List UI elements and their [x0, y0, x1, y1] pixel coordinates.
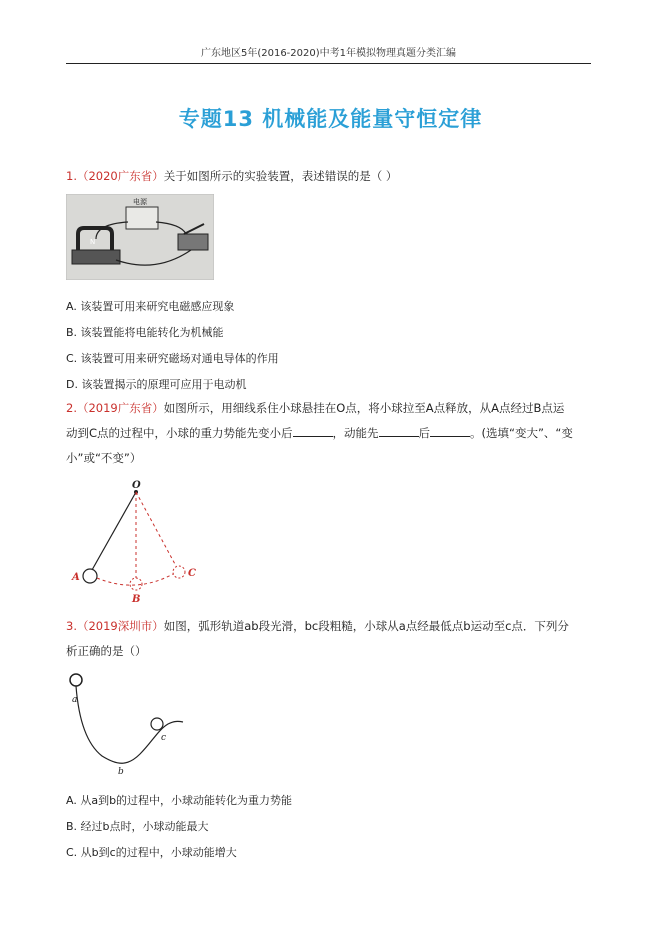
question-1 [66, 164, 596, 189]
q1-option-a: A. 该装置可用来研究电磁感应现象 [66, 300, 235, 313]
answer-blank[interactable] [293, 424, 333, 437]
question-3 [66, 614, 596, 664]
q1-option-d: D. 该装置揭示的原理可应用于电动机 [66, 378, 247, 391]
label-c: C [188, 568, 196, 579]
answer-blank[interactable] [430, 424, 470, 437]
question-number: 1.（2020广东省） [66, 169, 164, 183]
label-b: b [118, 767, 124, 777]
q3-option-c: C. 从b到c的过程中，小球动能增大 [66, 846, 237, 859]
label-a: A [72, 572, 80, 583]
question-text-line2: 动到C点的过程中，小球的重力势能先变小后 [66, 426, 293, 440]
question-text: 关于如图所示的实验装置，表述错误的是（ ） [163, 169, 398, 183]
pendulum-figure [66, 478, 206, 606]
label-c: c [161, 733, 167, 743]
label-a: a [72, 695, 78, 705]
page-header: 广东地区5年(2016-2020)中考1年模拟物理真题分类汇编 [66, 44, 591, 64]
question-text-line1: 如图，弧形轨道ab段光滑，bc段粗糙，小球从a点经最低点b运动至c点．下列分 [163, 619, 569, 633]
question-number: 3.（2019深圳市） [66, 619, 164, 633]
question-text-line3: 小”或“不变”） [66, 451, 142, 465]
q3-option-a: A. 从a到b的过程中，小球动能转化为重力势能 [66, 794, 293, 807]
curved-track-figure [66, 672, 190, 780]
page-title: 专题13 机械能及能量守恒定律 [178, 107, 483, 131]
question-2 [66, 396, 596, 471]
q1-option-b: B. 该装置能将电能转化为机械能 [66, 326, 224, 339]
label-o: O [132, 480, 141, 491]
question-number: 2.（2019广东省） [66, 401, 164, 415]
question-text-line2: 析正确的是（） [66, 644, 147, 658]
question-text-line1: 如图所示，用细线系住小球悬挂在O点，将小球拉至A点释放，从A点经过B点运 [163, 401, 565, 415]
answer-blank[interactable] [379, 424, 419, 437]
q1-option-c: C. 该装置可用来研究磁场对通电导体的作用 [66, 352, 279, 365]
question-text-segment: 后 [418, 426, 431, 440]
label-b: B [132, 594, 141, 605]
q3-option-b: B. 经过b点时，小球动能最大 [66, 820, 209, 833]
experiment-apparatus-figure [66, 194, 214, 280]
question-text-segment: ，动能先 [332, 426, 379, 440]
power-label: 电源 [133, 198, 147, 206]
svg-text:N: N [90, 238, 96, 246]
question-text-segment: 。(选填“变大”、“变 [470, 426, 573, 440]
